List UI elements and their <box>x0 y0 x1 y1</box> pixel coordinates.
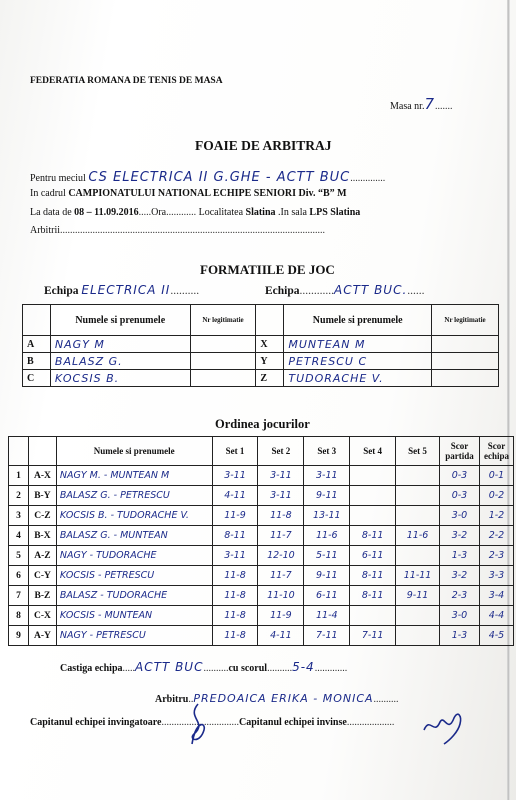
set5-score: 11-6 <box>396 526 440 546</box>
pentru-label: Pentru meciul <box>30 173 86 184</box>
game-players: NAGY - TUDORACHE <box>56 546 212 566</box>
match-score: 3-0 <box>439 606 479 626</box>
set2-score: 3-11 <box>258 466 304 486</box>
set1-score: 11-8 <box>212 606 258 626</box>
scor-value: 5-4 <box>292 660 315 674</box>
masa-value: 7 <box>424 95 435 113</box>
capitan-line: Capitanul echipei invingatoare...............................Capitanul echipei invinse................... <box>30 717 395 728</box>
formatii-title: FORMATIILE DE JOC <box>200 262 335 277</box>
game-players: BALASZ G. - PETRESCU <box>56 486 212 506</box>
game-pairing: C-Z <box>28 506 56 526</box>
set3-score: 11-6 <box>304 526 350 546</box>
game-row <box>9 606 514 626</box>
game-index: 5 <box>9 546 29 566</box>
set3-score: 5-11 <box>304 546 350 566</box>
game-pairing: B-Z <box>28 586 56 606</box>
arbitru-value: PREDOAICA ERIKA - MONICA <box>193 692 374 705</box>
signature-winner-captain <box>178 700 218 748</box>
set1-score: 3-11 <box>212 546 258 566</box>
match-score: 3-0 <box>439 506 479 526</box>
cadrul-label: In cadrul <box>30 188 66 199</box>
data-label: La data de <box>30 207 72 218</box>
header-name-right: Numele si prenumele <box>284 305 432 336</box>
team-score: 1-2 <box>479 506 513 526</box>
team-score: 2-3 <box>479 546 513 566</box>
game-row <box>9 506 514 526</box>
set3-score: 3-11 <box>304 466 350 486</box>
header-names: Numele si prenumele <box>56 437 212 466</box>
set3-score: 7-11 <box>304 626 350 646</box>
game-row <box>9 486 514 506</box>
set5-score <box>396 506 440 526</box>
game-pairing: C-X <box>28 606 56 626</box>
game-players: NAGY - PETRESCU <box>56 626 212 646</box>
set1-score: 11-8 <box>212 586 258 606</box>
match-score: 0-3 <box>439 466 479 486</box>
set5-score: 11-11 <box>396 566 440 586</box>
set2-score: 3-11 <box>258 486 304 506</box>
header-set2: Set 2 <box>258 437 304 466</box>
game-index: 4 <box>9 526 29 546</box>
scor-label: cu scorul <box>228 663 268 674</box>
set1-score: 11-8 <box>212 626 258 646</box>
set4-score: 6-11 <box>350 546 396 566</box>
player-name: MUNTEAN M <box>284 336 432 353</box>
set2-score: 12-10 <box>258 546 304 566</box>
set2-score: 4-11 <box>258 626 304 646</box>
games-header-row <box>9 437 514 466</box>
signature-losing-captain <box>420 706 466 746</box>
header-scor-partida: Scor partida <box>439 437 479 466</box>
set5-score <box>396 466 440 486</box>
masa-field: Masa nr.7....... <box>390 95 453 113</box>
set2-score: 11-10 <box>258 586 304 606</box>
player-letter: B <box>23 353 51 370</box>
player-row <box>23 336 499 353</box>
set1-score: 3-11 <box>212 466 258 486</box>
set1-score: 11-9 <box>212 506 258 526</box>
sala-value: LPS Slatina <box>309 207 361 218</box>
castiga-label: Castiga echipa <box>60 663 123 674</box>
pentru-line: Pentru meciul CS ELECTRICA II G.GHE - ACTT BUC.............. <box>30 170 386 185</box>
game-players: BALASZ G. - MUNTEAN <box>56 526 212 546</box>
game-pairing: A-X <box>28 466 56 486</box>
cadrul-value: CAMPIONATULUI NATIONAL ECHIPE SENIORI Div. “B” M <box>68 188 347 199</box>
game-pairing: B-Y <box>28 486 56 506</box>
game-row <box>9 586 514 606</box>
players-table <box>22 304 499 387</box>
federation-name: FEDERATIA ROMANA DE TENIS DE MASA <box>30 76 223 86</box>
set5-score <box>396 606 440 626</box>
player-row <box>23 353 499 370</box>
cadrul-line <box>30 188 347 199</box>
echipa2-label: Echipa <box>265 285 300 297</box>
game-pairing: A-Z <box>28 546 56 566</box>
header-set1: Set 1 <box>212 437 258 466</box>
game-players: KOCSIS B. - TUDORACHE V. <box>56 506 212 526</box>
set1-score: 8-11 <box>212 526 258 546</box>
team-score: 2-2 <box>479 526 513 546</box>
game-pairing: C-Y <box>28 566 56 586</box>
header-set5: Set 5 <box>396 437 440 466</box>
player-name: KOCSIS B. <box>50 370 190 387</box>
set2-score: 11-8 <box>258 506 304 526</box>
set4-score <box>350 466 396 486</box>
game-players: NAGY M. - MUNTEAN M <box>56 466 212 486</box>
match-score: 3-2 <box>439 526 479 546</box>
game-players: KOCSIS - MUNTEAN <box>56 606 212 626</box>
set2-score: 11-7 <box>258 566 304 586</box>
set3-score: 11-4 <box>304 606 350 626</box>
player-name: TUDORACHE V. <box>284 370 432 387</box>
set3-score: 9-11 <box>304 486 350 506</box>
match-score: 2-3 <box>439 586 479 606</box>
header-scor-echipa: Scor echipa <box>479 437 513 466</box>
echipa2-field: Echipa............ACTT BUC....... <box>265 283 425 297</box>
sheet-title: FOAIE DE ARBITRAJ <box>195 138 332 153</box>
player-letter: X <box>256 336 284 353</box>
masa-label: Masa nr. <box>390 101 425 112</box>
game-players: BALASZ - TUDORACHE <box>56 586 212 606</box>
game-pairing: B-X <box>28 526 56 546</box>
set5-score: 9-11 <box>396 586 440 606</box>
arbitru-line: Arbitru..PREDOAICA ERIKA - MONICA.......... <box>155 692 399 705</box>
sala-label: .In sala <box>278 207 307 218</box>
game-index: 2 <box>9 486 29 506</box>
data-line: La data de 08 – 11.09.2016.....Ora............ Localitatea Slatina .In sala LPS Slatina <box>30 207 361 218</box>
pentru-value: CS ELECTRICA II G.GHE - ACTT BUC <box>88 170 351 185</box>
set5-score <box>396 546 440 566</box>
game-index: 9 <box>9 626 29 646</box>
players-header-row <box>23 305 499 336</box>
match-score: 1-3 <box>439 626 479 646</box>
game-row <box>9 526 514 546</box>
player-name: PETRESCU C <box>284 353 432 370</box>
echipa1-field: Echipa ELECTRICA II.......... <box>44 283 200 297</box>
set5-score <box>396 626 440 646</box>
set4-score: 8-11 <box>350 526 396 546</box>
set2-score: 11-7 <box>258 526 304 546</box>
game-players: KOCSIS - PETRESCU <box>56 566 212 586</box>
player-row <box>23 370 499 387</box>
echipa2-value: ACTT BUC. <box>334 283 408 297</box>
set4-score: 7-11 <box>350 626 396 646</box>
set4-score: 8-11 <box>350 586 396 606</box>
team-score: 0-1 <box>479 466 513 486</box>
ora-label: Ora <box>151 207 167 218</box>
match-score: 0-3 <box>439 486 479 506</box>
capitan-win-label: Capitanul echipei invingatoare <box>30 717 162 728</box>
set4-score: 8-11 <box>350 566 396 586</box>
player-letter: A <box>23 336 51 353</box>
set1-score: 11-8 <box>212 566 258 586</box>
player-letter: Z <box>256 370 284 387</box>
game-index: 6 <box>9 566 29 586</box>
game-row <box>9 466 514 486</box>
header-set3: Set 3 <box>304 437 350 466</box>
arbitru-label: Arbitru <box>155 694 189 705</box>
set5-score <box>396 486 440 506</box>
game-index: 7 <box>9 586 29 606</box>
team-score: 4-5 <box>479 626 513 646</box>
echipa1-label: Echipa <box>44 285 79 297</box>
set1-score: 4-11 <box>212 486 258 506</box>
team-score: 4-4 <box>479 606 513 626</box>
castiga-line: Castiga echipa.....ACTT BUC..........cu scorul..........5-4............. <box>60 660 348 674</box>
arbitrii-line: Arbitrii.......................................................................................................... <box>30 225 325 236</box>
game-row <box>9 566 514 586</box>
localitatea-value: Slatina <box>245 207 276 218</box>
castiga-value: ACTT BUC <box>135 660 204 674</box>
player-name: BALASZ G. <box>50 353 190 370</box>
set2-score: 11-9 <box>258 606 304 626</box>
arbitrii-label: Arbitrii <box>30 225 60 236</box>
game-row <box>9 626 514 646</box>
paper-fold <box>507 0 510 800</box>
set3-score: 9-11 <box>304 566 350 586</box>
player-letter: Y <box>256 353 284 370</box>
match-score: 1-3 <box>439 546 479 566</box>
game-index: 3 <box>9 506 29 526</box>
game-pairing: A-Y <box>28 626 56 646</box>
header-nr-left: Nr legitimatie <box>190 305 256 336</box>
ordinea-title: Ordinea jocurilor <box>215 417 310 431</box>
set4-score <box>350 486 396 506</box>
header-set4: Set 4 <box>350 437 396 466</box>
localitatea-label: Localitatea <box>198 207 244 218</box>
game-index: 8 <box>9 606 29 626</box>
echipa1-value: ELECTRICA II <box>81 283 171 297</box>
capitan-lose-label: Capitanul echipei invinse <box>239 717 347 728</box>
set4-score <box>350 606 396 626</box>
match-score: 3-2 <box>439 566 479 586</box>
set3-score: 6-11 <box>304 586 350 606</box>
games-table <box>8 436 514 646</box>
game-index: 1 <box>9 466 29 486</box>
header-name-left: Numele si prenumele <box>50 305 190 336</box>
team-score: 0-2 <box>479 486 513 506</box>
set4-score <box>350 506 396 526</box>
player-letter: C <box>23 370 51 387</box>
team-score: 3-4 <box>479 586 513 606</box>
player-name: NAGY M <box>50 336 190 353</box>
data-value: 08 – 11.09.2016 <box>74 207 139 218</box>
team-score: 3-3 <box>479 566 513 586</box>
header-nr-right: Nr legitimatie <box>432 305 499 336</box>
game-row <box>9 546 514 566</box>
set3-score: 13-11 <box>304 506 350 526</box>
